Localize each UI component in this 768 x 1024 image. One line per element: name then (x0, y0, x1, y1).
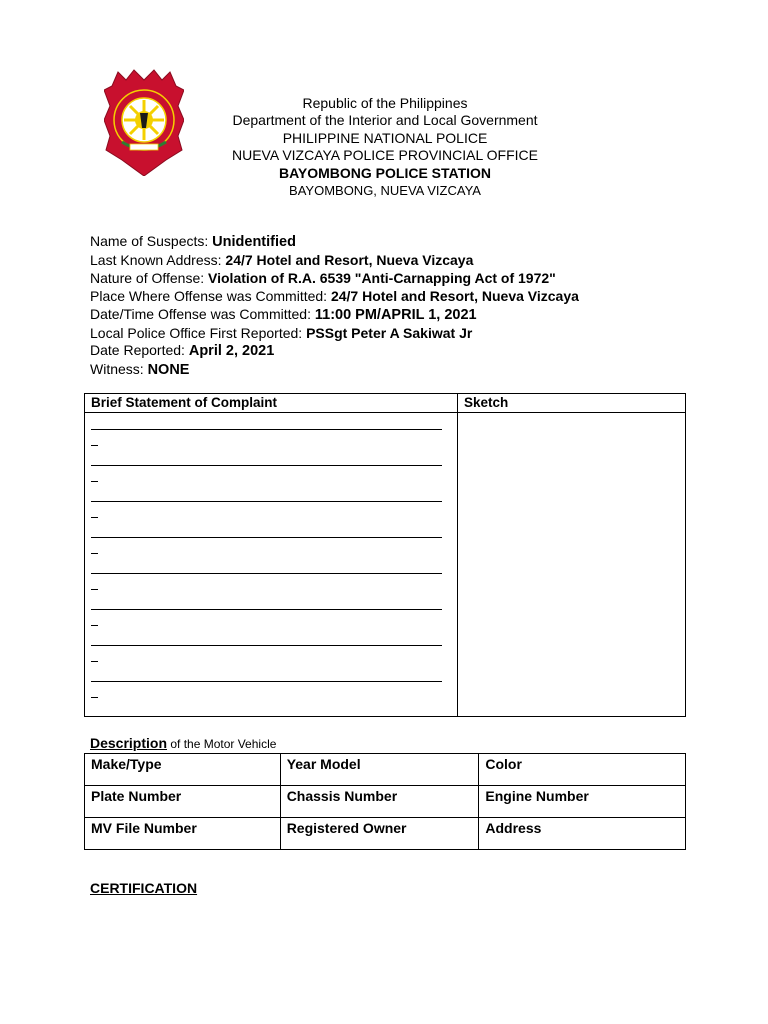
complaint-table (84, 393, 686, 717)
reported-value: April 2, 2021 (188, 343, 275, 360)
complaint-line (91, 524, 457, 560)
address-label: Last Known Address: (90, 251, 226, 268)
info-offense (90, 270, 690, 288)
office-label: Local Police Office First Reported: (90, 324, 307, 341)
table-cell[interactable]: Address (479, 818, 686, 850)
table-row (85, 786, 686, 818)
complaint-line (91, 668, 457, 704)
table-cell[interactable]: MV File Number (85, 818, 281, 850)
table-row (85, 818, 686, 850)
place-value: 24/7 Hotel and Resort, Nueva Vizcaya (330, 287, 579, 304)
datetime-label: Date/Time Offense was Committed: (90, 305, 315, 322)
place-label: Place Where Offense was Committed: (90, 287, 331, 304)
sketch-area[interactable] (458, 413, 685, 713)
description-heading (90, 735, 276, 751)
table-cell[interactable]: Make/Type (85, 754, 281, 786)
info-place (90, 288, 690, 306)
complaint-lines[interactable] (85, 413, 457, 704)
header-location: BAYOMBONG, NUEVA VIZCAYA (289, 183, 481, 199)
table-cell[interactable]: Chassis Number (280, 786, 479, 818)
info-datetime (90, 306, 690, 325)
header-department: Department of the Interior and Local Government (232, 112, 538, 129)
table-row (85, 754, 686, 786)
sketch-column (458, 394, 685, 716)
table-cell[interactable]: Registered Owner (280, 818, 479, 850)
header-station: BAYOMBONG POLICE STATION (278, 164, 492, 181)
description-subtitle: of the Motor Vehicle (167, 737, 277, 751)
certification-heading: CERTIFICATION (90, 880, 198, 896)
info-witness (90, 361, 690, 380)
sketch-header: Sketch (458, 394, 685, 413)
info-office (90, 325, 690, 343)
suspects-label: Name of Suspects: (90, 233, 213, 249)
witness-value: NONE (147, 362, 190, 379)
vehicle-table (84, 753, 686, 850)
address-value: 24/7 Hotel and Resort, Nueva Vizcaya (225, 251, 474, 268)
info-address (90, 252, 690, 270)
complaint-line (91, 488, 457, 524)
complaint-line (91, 560, 457, 596)
case-info (90, 233, 690, 380)
complaint-line (91, 416, 457, 452)
complaint-line (91, 452, 457, 488)
table-cell[interactable]: Plate Number (85, 786, 281, 818)
info-suspects (90, 233, 690, 252)
header-provincial-office: NUEVA VIZCAYA POLICE PROVINCIAL OFFICE (232, 147, 538, 164)
complaint-column (85, 394, 458, 716)
info-reported (90, 342, 690, 361)
table-cell[interactable]: Color (479, 754, 686, 786)
table-cell[interactable]: Year Model (280, 754, 479, 786)
suspects-value: Unidentified (212, 234, 296, 250)
description-title: Description (90, 735, 168, 751)
pnp-seal-logo (104, 66, 184, 176)
office-value: PSSgt Peter A Sakiwat Jr (306, 324, 473, 341)
header-pnp: PHILIPPINE NATIONAL POLICE (282, 129, 488, 146)
complaint-line (91, 632, 457, 668)
offense-value: Violation of R.A. 6539 "Anti-Carnapping Act of 1972" (208, 269, 556, 286)
table-cell[interactable]: Engine Number (479, 786, 686, 818)
letterhead (190, 95, 580, 199)
offense-label: Nature of Offense: (90, 269, 209, 286)
reported-label: Date Reported: (90, 342, 189, 359)
complaint-header: Brief Statement of Complaint (85, 394, 457, 413)
datetime-value: 11:00 PM/APRIL 1, 2021 (314, 306, 477, 323)
witness-label: Witness: (90, 361, 148, 378)
complaint-line (91, 596, 457, 632)
header-republic: Republic of the Philippines (302, 95, 468, 111)
